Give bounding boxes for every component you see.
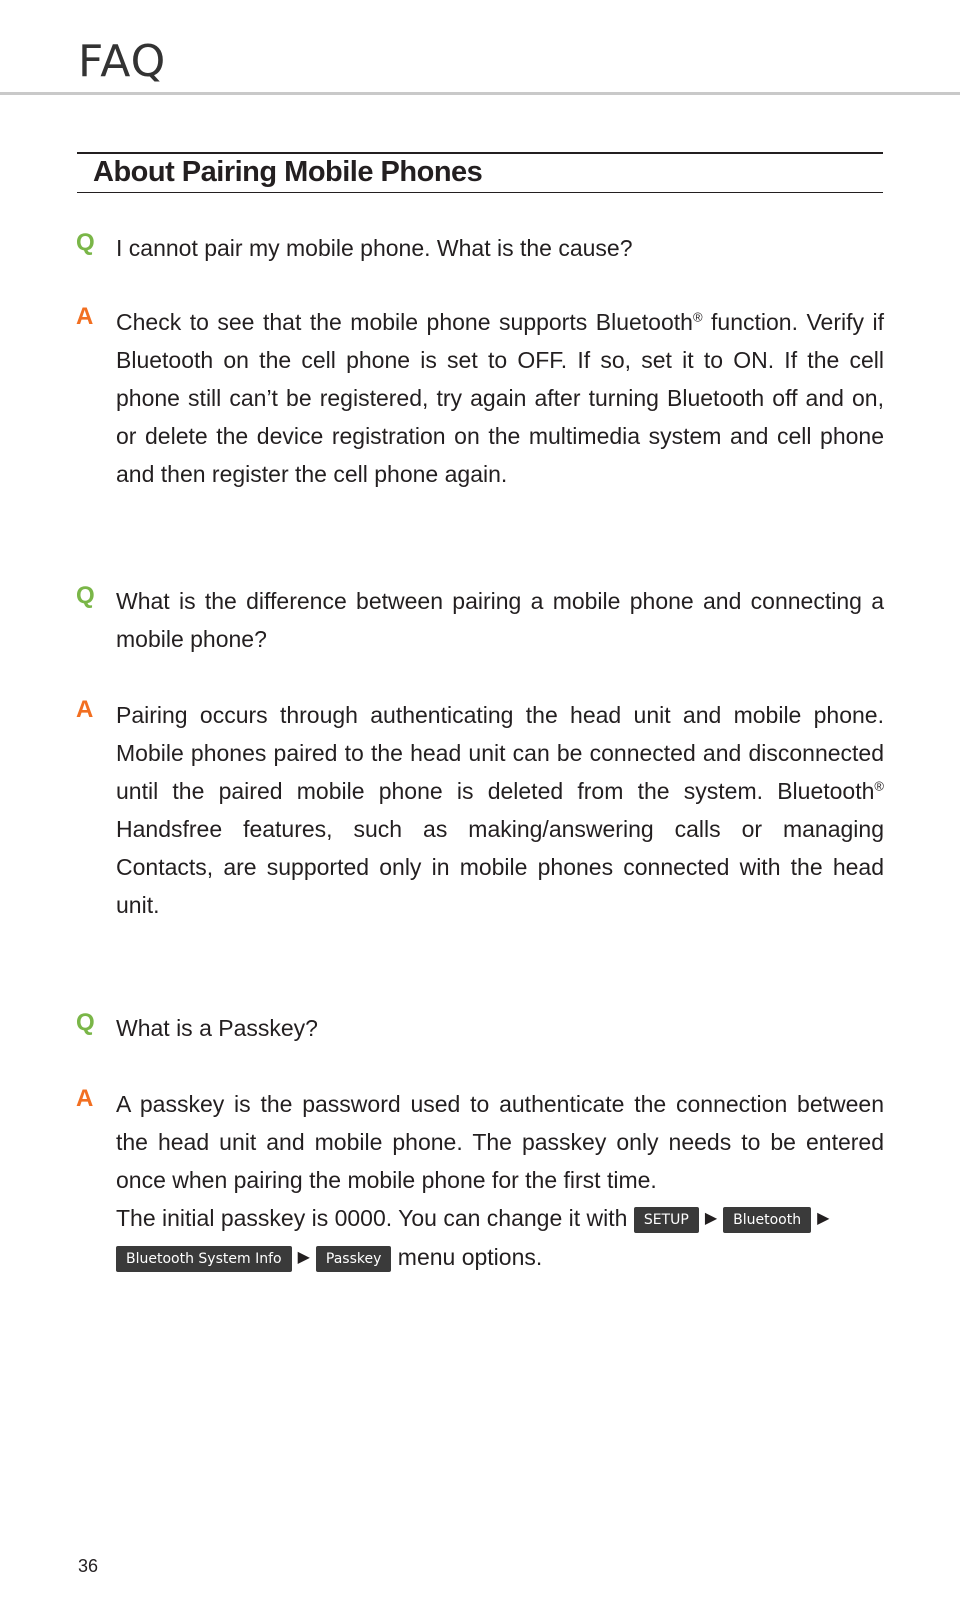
faq-question-1 [76, 229, 884, 267]
arrow-right-icon: ▶ [704, 1210, 718, 1227]
arrow-right-icon: ▶ [817, 1210, 830, 1227]
faq-question-3 [76, 1009, 884, 1047]
arrow-right-icon: ▶ [297, 1249, 310, 1266]
faq-answer-3 [76, 1085, 884, 1277]
header-divider [0, 92, 960, 95]
question-text: What is a Passkey? [116, 1015, 318, 1041]
question-marker: Q [76, 1009, 95, 1036]
question-text: I cannot pair my mobile phone. What is the cause? [116, 235, 633, 261]
answer-text: Check to see that the mobile phone supports Bluetooth® function. Verify if Bluetooth on the cell phone is set to OFF. If so, set it to ON. If the cell phone still can’t be registered, try again after turning Bluetooth off and on, or delete the device registration on the multimedia system and cell phone and then register the cell phone again. [116, 309, 885, 487]
passkey-button: Passkey [316, 1246, 392, 1272]
answer-marker: A [76, 303, 94, 330]
section-title: About Pairing Mobile Phones [93, 156, 483, 188]
answer-marker: A [76, 696, 94, 723]
faq-answer-2 [76, 696, 884, 924]
answer-text: A passkey is the password used to authenticate the connection between the head unit and mobile phone. The passkey only needs to be entered once when pairing the mobile phone for the first time. The initial passkey is 0000. You can change it with SETUP ▶ Bluetooth ▶ Bluetooth System Info ▶ Passkey menu options. [116, 1085, 884, 1277]
question-marker: Q [76, 229, 95, 256]
question-marker: Q [76, 582, 95, 609]
answer-marker: A [76, 1085, 94, 1112]
page-number: 36 [78, 1556, 99, 1576]
menu-options-text: menu options. [397, 1244, 543, 1270]
page-header-title: FAQ [78, 36, 167, 87]
faq-question-2 [76, 582, 884, 658]
passkey-line: The initial passkey is 0000. You can change it with [116, 1205, 628, 1231]
faq-answer-1 [76, 303, 884, 493]
answer-text: Pairing occurs through authenticating the head unit and mobile phone. Mobile phones paired to the head unit can be connected and disconnected until the paired mobile phone is deleted from the system. Bluetooth® Handsfree features, such as making/answering calls or managing Contacts, are supported only in mobile phones connected with the head unit. [116, 702, 884, 918]
bluetooth-system-info-button: Bluetooth System Info [116, 1246, 292, 1272]
setup-button: SETUP [634, 1207, 699, 1233]
registered-mark: ® [692, 309, 703, 325]
section-header [77, 152, 883, 193]
bluetooth-button: Bluetooth [723, 1207, 811, 1233]
registered-mark: ® [874, 778, 884, 794]
question-text: What is the difference between pairing a mobile phone and connecting a mobile phone? [116, 588, 884, 652]
